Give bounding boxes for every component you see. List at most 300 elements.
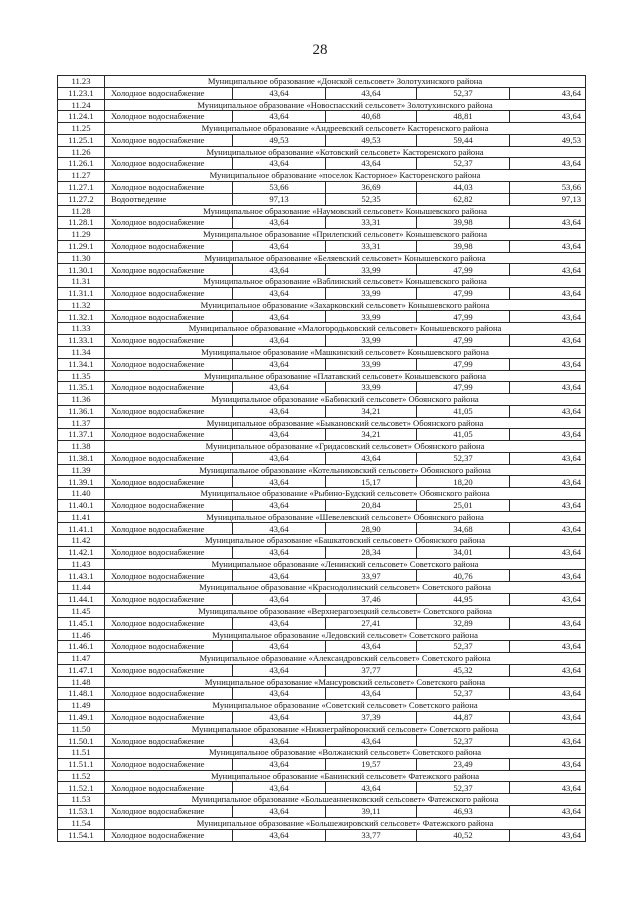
tariff-value-3: 39,98: [417, 217, 510, 229]
section-header-row: [58, 252, 586, 264]
tariff-row: [58, 405, 586, 417]
section-title: Муниципальное образование «Александровский сельсовет» Советского района: [105, 653, 586, 665]
tariff-value-2: 33,31: [326, 217, 417, 229]
section-title: Муниципальное образование «Большеанненковский сельсовет» Фатежского района: [105, 794, 586, 806]
tariff-row: [58, 782, 586, 794]
section-code: 11.48: [58, 676, 105, 688]
service-name: Холодное водоснабжение: [105, 158, 233, 170]
section-header-row: [58, 146, 586, 158]
tariff-row: [58, 382, 586, 394]
tariff-value-4: 43,64: [510, 735, 586, 747]
row-code: 11.41.1: [58, 523, 105, 535]
row-code: 11.32.1: [58, 311, 105, 323]
tariff-value-3: 45,32: [417, 664, 510, 676]
tariff-value-1: 43,64: [233, 335, 326, 347]
section-title: Муниципальное образование «Котовский сельсовет» Касторенского района: [105, 146, 586, 158]
section-code: 11.40: [58, 488, 105, 500]
tariff-row: [58, 240, 586, 252]
tariff-value-2: 28,90: [326, 523, 417, 535]
tariff-row: [58, 193, 586, 205]
tariff-value-1: 43,64: [233, 476, 326, 488]
page-number: 28: [312, 42, 328, 58]
tariff-value-1: 43,64: [233, 240, 326, 252]
service-name: Холодное водоснабжение: [105, 664, 233, 676]
section-header-row: [58, 488, 586, 500]
row-code: 11.29.1: [58, 240, 105, 252]
tariff-value-1: 43,64: [233, 382, 326, 394]
section-header-row: [58, 99, 586, 111]
tariff-value-4: 43,64: [510, 452, 586, 464]
section-header-row: [58, 276, 586, 288]
tariff-value-3: 52,37: [417, 158, 510, 170]
tariff-value-2: 33,99: [326, 311, 417, 323]
tariff-value-2: 43,64: [326, 688, 417, 700]
section-title: Муниципальное образование «поселок Касторное» Касторенского района: [105, 170, 586, 182]
tariff-value-4: 43,64: [510, 758, 586, 770]
section-code: 11.41: [58, 511, 105, 523]
tariff-value-4: 43,64: [510, 499, 586, 511]
row-code: 11.26.1: [58, 158, 105, 170]
section-header-row: [58, 205, 586, 217]
service-name: Холодное водоснабжение: [105, 594, 233, 606]
tariff-value-4: 43,64: [510, 111, 586, 123]
row-code: 11.40.1: [58, 499, 105, 511]
tariff-value-4: 43,64: [510, 358, 586, 370]
tariff-value-1: 43,64: [233, 758, 326, 770]
tariff-value-2: 33,99: [326, 287, 417, 299]
tariff-value-1: 43,64: [233, 641, 326, 653]
section-code: 11.52: [58, 770, 105, 782]
tariff-value-3: 44,03: [417, 181, 510, 193]
section-header-row: [58, 629, 586, 641]
tariff-value-3: 25,01: [417, 499, 510, 511]
tariff-value-3: 59,44: [417, 134, 510, 146]
tariff-row: [58, 134, 586, 146]
row-code: 11.39.1: [58, 476, 105, 488]
tariff-value-2: 33,97: [326, 570, 417, 582]
section-code: 11.27: [58, 170, 105, 182]
section-code: 11.30: [58, 252, 105, 264]
tariff-value-2: 15,17: [326, 476, 417, 488]
tariff-row: [58, 111, 586, 123]
row-code: 11.27.2: [58, 193, 105, 205]
tariff-value-2: 20,84: [326, 499, 417, 511]
service-name: Холодное водоснабжение: [105, 735, 233, 747]
tariff-row: [58, 546, 586, 558]
tariff-value-1: 43,64: [233, 499, 326, 511]
tariff-value-1: 43,64: [233, 617, 326, 629]
service-name: Холодное водоснабжение: [105, 476, 233, 488]
section-title: Муниципальное образование «Донской сельсовет» Золотухинского района: [105, 76, 586, 88]
service-name: Водоотведение: [105, 193, 233, 205]
tariff-value-4: 43,64: [510, 688, 586, 700]
section-code: 11.28: [58, 205, 105, 217]
row-code: 11.53.1: [58, 805, 105, 817]
section-title: Муниципальное образование «Наумовский сельсовет» Конышевского района: [105, 205, 586, 217]
tariff-value-2: 43,64: [326, 782, 417, 794]
tariff-value-2: 37,39: [326, 711, 417, 723]
service-name: Холодное водоснабжение: [105, 181, 233, 193]
tariff-value-3: 48,81: [417, 111, 510, 123]
tariff-row: [58, 358, 586, 370]
section-title: Муниципальное образование «Котельниковский сельсовет» Обоянского района: [105, 464, 586, 476]
tariff-value-4: 43,64: [510, 617, 586, 629]
tariff-table: [57, 75, 586, 842]
section-header-row: [58, 123, 586, 135]
row-code: 11.24.1: [58, 111, 105, 123]
tariff-value-3: 47,99: [417, 311, 510, 323]
tariff-value-2: 36,69: [326, 181, 417, 193]
tariff-value-1: 49,53: [233, 134, 326, 146]
section-header-row: [58, 558, 586, 570]
section-code: 11.29: [58, 229, 105, 241]
section-header-row: [58, 347, 586, 359]
service-name: Холодное водоснабжение: [105, 805, 233, 817]
section-header-row: [58, 770, 586, 782]
service-name: Холодное водоснабжение: [105, 134, 233, 146]
section-code: 11.43: [58, 558, 105, 570]
row-code: 11.54.1: [58, 829, 105, 841]
row-code: 11.50.1: [58, 735, 105, 747]
section-header-row: [58, 723, 586, 735]
section-code: 11.23: [58, 76, 105, 88]
service-name: Холодное водоснабжение: [105, 641, 233, 653]
tariff-row: [58, 452, 586, 464]
tariff-value-2: 37,46: [326, 594, 417, 606]
tariff-value-1: 43,64: [233, 546, 326, 558]
section-title: Муниципальное образование «Верхнерагозецкий сельсовет» Советского района: [105, 606, 586, 618]
tariff-value-4: 43,64: [510, 570, 586, 582]
section-header-row: [58, 229, 586, 241]
section-title: Муниципальное образование «Ледовский сельсовет» Советского района: [105, 629, 586, 641]
section-header-row: [58, 676, 586, 688]
tariff-row: [58, 829, 586, 841]
tariff-value-3: 39,98: [417, 240, 510, 252]
tariff-value-3: 41,05: [417, 429, 510, 441]
section-header-row: [58, 794, 586, 806]
service-name: Холодное водоснабжение: [105, 570, 233, 582]
tariff-value-4: 49,53: [510, 134, 586, 146]
service-name: Холодное водоснабжение: [105, 382, 233, 394]
tariff-value-3: 52,37: [417, 87, 510, 99]
tariff-value-4: 43,64: [510, 311, 586, 323]
service-name: Холодное водоснабжение: [105, 523, 233, 535]
service-name: Холодное водоснабжение: [105, 111, 233, 123]
row-code: 11.46.1: [58, 641, 105, 653]
tariff-value-1: 43,64: [233, 264, 326, 276]
section-header-row: [58, 817, 586, 829]
tariff-value-3: 47,99: [417, 264, 510, 276]
service-name: Холодное водоснабжение: [105, 405, 233, 417]
tariff-value-3: 52,37: [417, 735, 510, 747]
row-code: 11.30.1: [58, 264, 105, 276]
tariff-value-2: 33,99: [326, 264, 417, 276]
row-code: 11.42.1: [58, 546, 105, 558]
tariff-row: [58, 217, 586, 229]
tariff-value-4: 43,64: [510, 711, 586, 723]
service-name: Холодное водоснабжение: [105, 217, 233, 229]
section-code: 11.47: [58, 653, 105, 665]
section-title: Муниципальное образование «Новоспасский сельсовет» Золотухинского района: [105, 99, 586, 111]
tariff-value-3: 34,01: [417, 546, 510, 558]
section-code: 11.45: [58, 606, 105, 618]
tariff-value-4: 53,66: [510, 181, 586, 193]
service-name: Холодное водоснабжение: [105, 358, 233, 370]
service-name: Холодное водоснабжение: [105, 87, 233, 99]
section-code: 11.26: [58, 146, 105, 158]
tariff-value-1: 43,64: [233, 405, 326, 417]
tariff-row: [58, 711, 586, 723]
tariff-value-3: 41,05: [417, 405, 510, 417]
service-name: Холодное водоснабжение: [105, 499, 233, 511]
section-code: 11.54: [58, 817, 105, 829]
row-code: 11.37.1: [58, 429, 105, 441]
row-code: 11.48.1: [58, 688, 105, 700]
tariff-value-1: 43,64: [233, 782, 326, 794]
section-code: 11.34: [58, 347, 105, 359]
row-code: 11.49.1: [58, 711, 105, 723]
section-code: 11.24: [58, 99, 105, 111]
service-name: Холодное водоснабжение: [105, 688, 233, 700]
section-header-row: [58, 464, 586, 476]
service-name: Холодное водоснабжение: [105, 782, 233, 794]
section-header-row: [58, 441, 586, 453]
section-title: Муниципальное образование «Рыбино-Будский сельсовет» Обоянского района: [105, 488, 586, 500]
service-name: Холодное водоснабжение: [105, 240, 233, 252]
tariff-value-1: 43,64: [233, 217, 326, 229]
section-title: Муниципальное образование «Платавский сельсовет» Конышевского района: [105, 370, 586, 382]
tariff-row: [58, 87, 586, 99]
tariff-value-2: 43,64: [326, 452, 417, 464]
tariff-value-4: 43,64: [510, 87, 586, 99]
section-code: 11.50: [58, 723, 105, 735]
tariff-value-1: 43,64: [233, 358, 326, 370]
row-code: 11.43.1: [58, 570, 105, 582]
section-title: Муниципальное образование «Шевелевский сельсовет» Обоянского района: [105, 511, 586, 523]
tariff-value-4: 43,64: [510, 829, 586, 841]
row-code: 11.25.1: [58, 134, 105, 146]
tariff-value-2: 33,99: [326, 335, 417, 347]
section-header-row: [58, 170, 586, 182]
section-header-row: [58, 700, 586, 712]
tariff-value-1: 43,64: [233, 570, 326, 582]
tariff-value-1: 43,64: [233, 311, 326, 323]
tariff-row: [58, 688, 586, 700]
tariff-value-4: 43,64: [510, 217, 586, 229]
tariff-row: [58, 758, 586, 770]
tariff-value-3: 47,99: [417, 287, 510, 299]
tariff-value-1: 43,64: [233, 87, 326, 99]
section-code: 11.42: [58, 535, 105, 547]
tariff-value-3: 47,99: [417, 358, 510, 370]
tariff-value-4: 43,64: [510, 429, 586, 441]
tariff-value-2: 43,64: [326, 87, 417, 99]
tariff-value-4: 43,64: [510, 240, 586, 252]
tariff-value-4: 97,13: [510, 193, 586, 205]
tariff-value-2: 37,77: [326, 664, 417, 676]
section-title: Муниципальное образование «Ваблинский сельсовет» Конышевского района: [105, 276, 586, 288]
section-title: Муниципальное образование «Большежировский сельсовет» Фатежского района: [105, 817, 586, 829]
row-code: 11.23.1: [58, 87, 105, 99]
tariff-value-3: 18,20: [417, 476, 510, 488]
tariff-value-2: 33,99: [326, 358, 417, 370]
tariff-value-4: 43,64: [510, 805, 586, 817]
section-title: Муниципальное образование «Бабинский сельсовет» Обоянского района: [105, 394, 586, 406]
section-header-row: [58, 370, 586, 382]
tariff-value-3: 40,52: [417, 829, 510, 841]
tariff-row: [58, 158, 586, 170]
tariff-value-2: 52,35: [326, 193, 417, 205]
section-header-row: [58, 323, 586, 335]
section-code: 11.31: [58, 276, 105, 288]
tariff-value-2: 19,57: [326, 758, 417, 770]
tariff-value-4: 43,64: [510, 664, 586, 676]
row-code: 11.35.1: [58, 382, 105, 394]
section-code: 11.44: [58, 582, 105, 594]
tariff-value-4: 43,64: [510, 287, 586, 299]
service-name: Холодное водоснабжение: [105, 429, 233, 441]
tariff-value-3: 32,89: [417, 617, 510, 629]
tariff-value-1: 43,64: [233, 111, 326, 123]
section-title: Муниципальное образование «Захарковский сельсовет» Конышевского района: [105, 299, 586, 311]
section-title: Муниципальное образование «Малогородьковский сельсовет» Конышевского района: [105, 323, 586, 335]
tariff-value-3: 34,68: [417, 523, 510, 535]
service-name: Холодное водоснабжение: [105, 311, 233, 323]
tariff-row: [58, 570, 586, 582]
section-title: Муниципальное образование «Ленинский сельсовет» Советского района: [105, 558, 586, 570]
tariff-row: [58, 476, 586, 488]
section-title: Муниципальное образование «Мансуровский сельсовет» Советского района: [105, 676, 586, 688]
tariff-value-2: 33,77: [326, 829, 417, 841]
section-header-row: [58, 535, 586, 547]
service-name: Холодное водоснабжение: [105, 617, 233, 629]
tariff-value-3: 47,99: [417, 382, 510, 394]
tariff-value-2: 40,68: [326, 111, 417, 123]
tariff-value-4: 43,64: [510, 264, 586, 276]
tariff-value-1: 97,13: [233, 193, 326, 205]
row-code: 11.52.1: [58, 782, 105, 794]
tariff-value-1: 43,64: [233, 287, 326, 299]
tariff-value-1: 43,64: [233, 829, 326, 841]
service-name: Холодное водоснабжение: [105, 829, 233, 841]
section-header-row: [58, 394, 586, 406]
section-title: Муниципальное образование «Быкановский сельсовет» Обоянского района: [105, 417, 586, 429]
service-name: Холодное водоснабжение: [105, 452, 233, 464]
service-name: Холодное водоснабжение: [105, 287, 233, 299]
section-code: 11.53: [58, 794, 105, 806]
tariff-value-2: 49,53: [326, 134, 417, 146]
section-title: Муниципальное образование «Башкатовский сельсовет» Обоянского района: [105, 535, 586, 547]
row-code: 11.27.1: [58, 181, 105, 193]
tariff-row: [58, 429, 586, 441]
section-header-row: [58, 582, 586, 594]
tariff-value-3: 52,37: [417, 688, 510, 700]
tariff-value-1: 43,64: [233, 452, 326, 464]
tariff-row: [58, 735, 586, 747]
section-title: Муниципальное образование «Беляевский сельсовет» Конышевского района: [105, 252, 586, 264]
tariff-value-1: 43,64: [233, 735, 326, 747]
section-title: Муниципальное образование «Нижнеграйворонский сельсовет» Советского района: [105, 723, 586, 735]
row-code: 11.36.1: [58, 405, 105, 417]
section-title: Муниципальное образование «Банинский сельсовет» Фатежского района: [105, 770, 586, 782]
section-code: 11.46: [58, 629, 105, 641]
section-code: 11.49: [58, 700, 105, 712]
tariff-value-1: 53,66: [233, 181, 326, 193]
tariff-row: [58, 664, 586, 676]
tariff-value-1: 43,64: [233, 594, 326, 606]
tariff-row: [58, 499, 586, 511]
tariff-value-2: 39,11: [326, 805, 417, 817]
service-name: Холодное водоснабжение: [105, 264, 233, 276]
tariff-value-4: 43,64: [510, 594, 586, 606]
section-header-row: [58, 747, 586, 759]
tariff-value-4: 43,64: [510, 523, 586, 535]
row-code: 11.45.1: [58, 617, 105, 629]
tariff-row: [58, 264, 586, 276]
tariff-value-3: 52,37: [417, 641, 510, 653]
section-code: 11.38: [58, 441, 105, 453]
section-title: Муниципальное образование «Прилепский сельсовет» Конышевского района: [105, 229, 586, 241]
tariff-row: [58, 594, 586, 606]
tariff-value-2: 33,99: [326, 382, 417, 394]
section-code: 11.51: [58, 747, 105, 759]
tariff-value-3: 46,93: [417, 805, 510, 817]
tariff-value-4: 43,64: [510, 782, 586, 794]
tariff-value-1: 43,64: [233, 158, 326, 170]
section-header-row: [58, 653, 586, 665]
tariff-value-4: 43,64: [510, 405, 586, 417]
section-title: Муниципальное образование «Волжанский сельсовет» Советского района: [105, 747, 586, 759]
section-code: 11.25: [58, 123, 105, 135]
tariff-value-2: 43,64: [326, 158, 417, 170]
tariff-value-2: 43,64: [326, 735, 417, 747]
tariff-value-3: 40,76: [417, 570, 510, 582]
section-header-row: [58, 511, 586, 523]
tariff-value-3: 52,37: [417, 452, 510, 464]
section-code: 11.35: [58, 370, 105, 382]
row-code: 11.34.1: [58, 358, 105, 370]
section-title: Муниципальное образование «Гридасовский сельсовет» Обоянского района: [105, 441, 586, 453]
section-code: 11.33: [58, 323, 105, 335]
section-title: Муниципальное образование «Советский сельсовет» Советского района: [105, 700, 586, 712]
tariff-value-2: 33,31: [326, 240, 417, 252]
tariff-row: [58, 335, 586, 347]
section-header-row: [58, 606, 586, 618]
tariff-row: [58, 523, 586, 535]
section-code: 11.37: [58, 417, 105, 429]
tariff-value-3: 23,49: [417, 758, 510, 770]
section-title: Муниципальное образование «Машкинский сельсовет» Конышевского района: [105, 347, 586, 359]
tariff-value-1: 43,64: [233, 523, 326, 535]
service-name: Холодное водоснабжение: [105, 546, 233, 558]
tariff-value-3: 44,87: [417, 711, 510, 723]
tariff-table-body: [58, 76, 586, 842]
tariff-value-2: 27,41: [326, 617, 417, 629]
tariff-value-2: 34,21: [326, 405, 417, 417]
tariff-value-3: 52,37: [417, 782, 510, 794]
tariff-value-3: 47,99: [417, 335, 510, 347]
tariff-value-4: 43,64: [510, 476, 586, 488]
tariff-row: [58, 641, 586, 653]
tariff-value-1: 43,64: [233, 688, 326, 700]
service-name: Холодное водоснабжение: [105, 758, 233, 770]
tariff-value-1: 43,64: [233, 664, 326, 676]
tariff-row: [58, 311, 586, 323]
tariff-value-2: 28,34: [326, 546, 417, 558]
row-code: 11.44.1: [58, 594, 105, 606]
section-code: 11.36: [58, 394, 105, 406]
row-code: 11.31.1: [58, 287, 105, 299]
